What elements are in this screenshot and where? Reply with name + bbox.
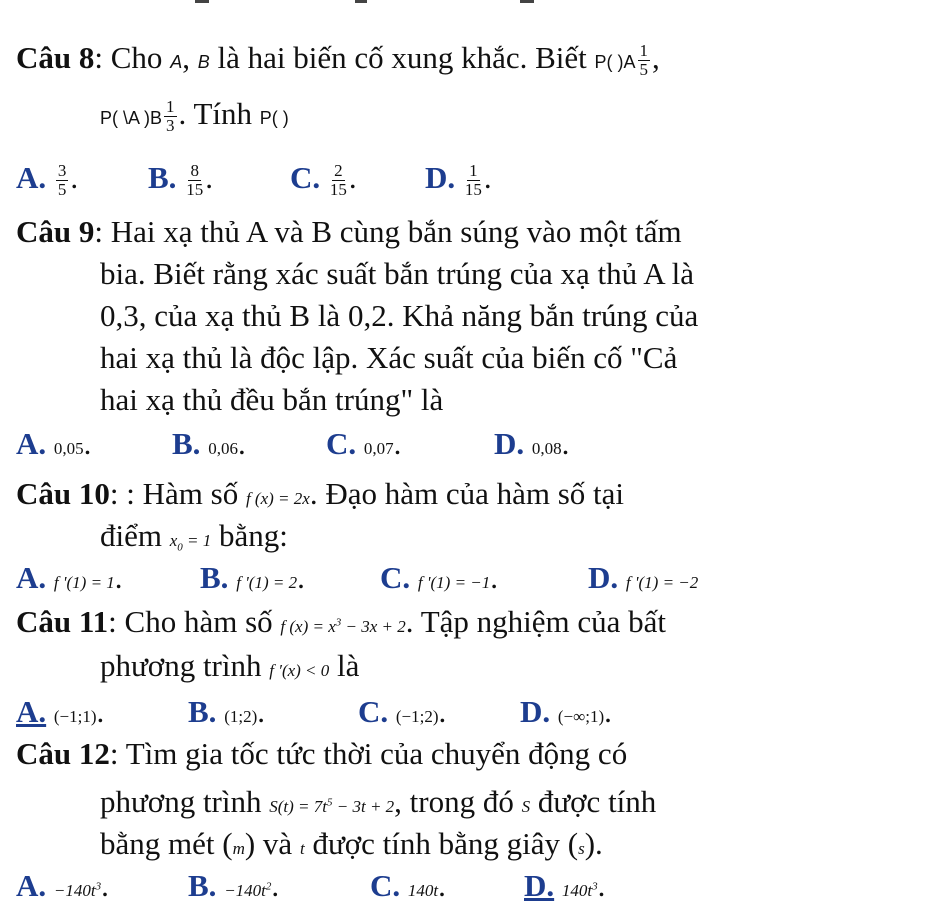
prob-a: P( )A	[594, 52, 636, 72]
q8-option-a[interactable]: A. $\frac{3}{5}$ .	[16, 160, 79, 200]
question-11-line-1: Câu 11: Cho hàm số f $(x) = x^3 - 3x + 2$. Tập nghiệm của bất	[16, 604, 667, 639]
question-12-line-2: phương trình $S(t) = 7t^5 - 3t + 2$, trong đó S được tính	[100, 784, 657, 819]
question-9-line-3: 0,3, của xạ thủ B là 0,2. Khả năng bắn trúng của	[100, 298, 699, 333]
q8-option-b[interactable]: B. $\frac{8}{15}$ .	[148, 160, 213, 200]
cut-off-mark	[355, 0, 367, 3]
question-8-line-1: Câu 8: Cho A, B là hai biến cố xung khắc. Biết P( )A $\frac{1}{5}$ ,	[16, 40, 660, 80]
q12-option-d[interactable]: D. $140t^3$.	[524, 868, 606, 903]
prob-b-given: P( \A )B	[100, 108, 163, 128]
q8-option-c[interactable]: C. $\frac{2}{15}$ .	[290, 160, 357, 200]
question-8-label: Câu 8	[16, 40, 95, 75]
q11-option-a[interactable]: A. (−1;1).	[16, 694, 105, 729]
function-formula: f $(x) = x^3 - 3x + 2$	[280, 616, 406, 636]
cut-off-mark	[195, 0, 209, 3]
q10-option-a[interactable]: A. f '(1) = 1.	[16, 560, 123, 595]
q12-option-c[interactable]: C. 140t.	[370, 868, 446, 903]
question-9-line-1: Câu 9: Hai xạ thủ A và B cùng bắn súng vào một tấm	[16, 214, 682, 249]
question-10-line-2: điểm $x_0 = 1$ bằng:	[100, 518, 288, 554]
q10-option-c[interactable]: C. f '(1) = −1.	[380, 560, 499, 595]
q11-option-d[interactable]: D. (−∞;1).	[520, 694, 612, 729]
q8-option-d[interactable]: D. $\frac{1}{15}$ .	[425, 160, 492, 200]
q9-option-d[interactable]: D. 0,08.	[494, 426, 570, 461]
q11-option-b[interactable]: B. (1;2).	[188, 694, 265, 729]
question-10-line-1: Câu 10: : Hàm số f (x) = 2x. Đạo hàm của hàm số tại	[16, 476, 625, 511]
fraction-one-third: $\frac{1}{3}$	[166, 97, 175, 136]
motion-equation: $S(t) = 7t^5 - 3t + 2$	[269, 796, 395, 816]
q12-option-b[interactable]: B. $-140t^2$.	[188, 868, 280, 903]
question-12-label: Câu 12	[16, 736, 110, 771]
fraction-one-fifth: $\frac{1}{5}$	[639, 41, 649, 80]
question-12-line-3: bằng mét (m) và t được tính bằng giây (s).	[100, 826, 603, 861]
question-12-line-1: Câu 12: Tìm gia tốc tức thời của chuyển động có	[16, 736, 628, 771]
question-9-line-4: hai xạ thủ là độc lập. Xác suất của biến cố "Cả	[100, 340, 678, 375]
q9-option-b[interactable]: B. 0,06.	[172, 426, 246, 461]
inequality: f ′(x) < 0	[269, 661, 330, 680]
q9-option-a[interactable]: A. 0,05.	[16, 426, 92, 461]
q12-option-a[interactable]: A. $-140t^3$.	[16, 868, 109, 903]
q10-option-d[interactable]: D. f '(1) = −2	[588, 560, 699, 595]
q10-option-b[interactable]: B. f '(1) = 2.	[200, 560, 305, 595]
cut-off-mark	[520, 0, 534, 3]
question-11-label: Câu 11	[16, 604, 109, 639]
question-9-label: Câu 9	[16, 214, 95, 249]
q11-option-c[interactable]: C. (−1;2).	[358, 694, 447, 729]
function-formula: f (x) = 2x	[245, 489, 310, 508]
question-8-line-2: P( \A )B $\frac{1}{3}$ . Tính P( )	[100, 96, 289, 136]
question-11-line-2: phương trình f ′(x) < 0 là	[100, 648, 360, 683]
question-10-label: Câu 10	[16, 476, 110, 511]
question-9-line-2: bia. Biết rằng xác suất bắn trúng của xạ thủ A là	[100, 256, 694, 291]
question-9-line-5: hai xạ thủ đều bắn trúng" là	[100, 382, 444, 417]
q9-option-c[interactable]: C. 0,07.	[326, 426, 402, 461]
